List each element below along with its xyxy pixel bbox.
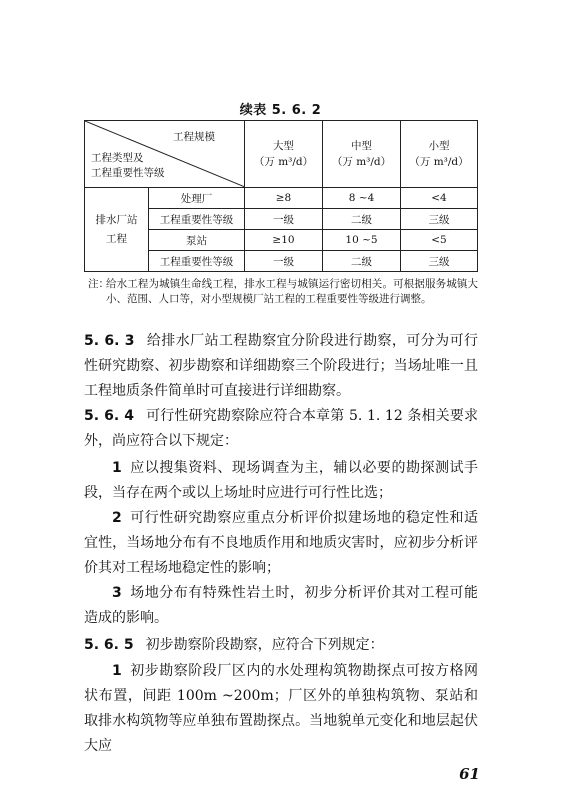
table-row: [85, 188, 478, 209]
item-1: [84, 659, 478, 759]
clause-text: 初步勘察阶段勘察，应符合下列规定：: [145, 637, 384, 653]
item-text: 可行性研究勘察应重点分析评价拟建场地的稳定性和适宜性，当场地分布有不良地质作用和地质灾害时，应初步分析评价其对工程场地稳定性的影响；: [84, 510, 478, 576]
item-2: [84, 506, 478, 581]
item-number: 1: [112, 663, 122, 679]
item-1: [84, 456, 478, 506]
table-cell: 一级: [245, 209, 323, 230]
table-note: [88, 277, 478, 307]
clause-number: 5. 6. 3: [84, 333, 135, 349]
table-cell: <4: [401, 188, 478, 209]
item-number: 3: [112, 585, 122, 601]
item-3: [84, 581, 478, 631]
row-label: 工程重要性等级: [149, 209, 245, 230]
table-caption: 续表 5. 6. 2: [239, 103, 322, 118]
column-header-small: 小型 （万 m³/d）: [401, 121, 478, 188]
column-header-medium: 中型 （万 m³/d）: [323, 121, 401, 188]
table-cell: 一级: [245, 251, 323, 272]
table-cell: 三级: [401, 251, 478, 272]
scale-table: [84, 120, 478, 272]
corner-label-scale: 工程规模: [173, 131, 215, 143]
row-label: 处理厂: [149, 188, 245, 209]
clause-text: 可行性研究勘察除应符合本章第 5. 1. 12 条相关要求外，尚应符合以下规定：: [84, 408, 478, 449]
table-cell: <5: [401, 230, 478, 251]
table-cell: 10 ~5: [323, 230, 401, 251]
table-cell: ≥8: [245, 188, 323, 209]
row-label: 泵站: [149, 230, 245, 251]
note-label: 注：: [88, 278, 109, 290]
corner-label-type: 工程类型及 工程重要性等级: [91, 152, 165, 179]
table-cell: 二级: [323, 209, 401, 230]
table-cell: 三级: [401, 209, 478, 230]
item-number: 2: [112, 510, 122, 526]
item-text: 场地分布有特殊性岩土时，初步分析评价其对工程可能造成的影响。: [84, 585, 478, 626]
clause-5-6-3: [84, 329, 478, 404]
clause-text: 给排水厂站工程勘察宜分阶段进行勘察，可分为可行性研究勘察、初步勘察和详细勘察三个阶段进行；当场址唯一且工程地质条件简单时可直接进行详细勘察。: [84, 333, 479, 399]
group-label-cell: 排水厂站 工程: [85, 188, 149, 272]
clause-number: 5. 6. 4: [84, 408, 134, 424]
clause-number: 5. 6. 5: [84, 637, 134, 653]
note-text: 给水工程为城镇生命线工程，排水工程与城镇运行密切相关。可根据服务城镇大小、范围、人口等，对小型规模厂站工程的工程重要性等级进行调整。: [106, 278, 478, 305]
table-cell: 二级: [323, 251, 401, 272]
clause-5-6-4: [84, 404, 478, 454]
item-number: 1: [112, 460, 122, 476]
table-header-row: [85, 121, 478, 188]
row-label: 工程重要性等级: [149, 251, 245, 272]
item-text: 应以搜集资料、现场调查为主，辅以必要的勘探测试手段，当存在两个或以上场址时应进行可行性比选；: [84, 460, 478, 501]
page-number: 61: [459, 765, 480, 783]
table-cell: ≥10: [245, 230, 323, 251]
clause-5-6-5: [84, 633, 478, 658]
table-cell: 8 ~4: [323, 188, 401, 209]
diagonal-header-cell: [85, 121, 245, 188]
item-text: 初步勘察阶段厂区内的水处理构筑物勘探点可按方格网状布置，间距 100m ~200m；厂区外的单独构筑物、泵站和取排水构筑物等应单独布置勘探点。当地貌单元变化和地层起伏大应: [84, 663, 478, 754]
column-header-large: 大型 （万 m³/d）: [245, 121, 323, 188]
